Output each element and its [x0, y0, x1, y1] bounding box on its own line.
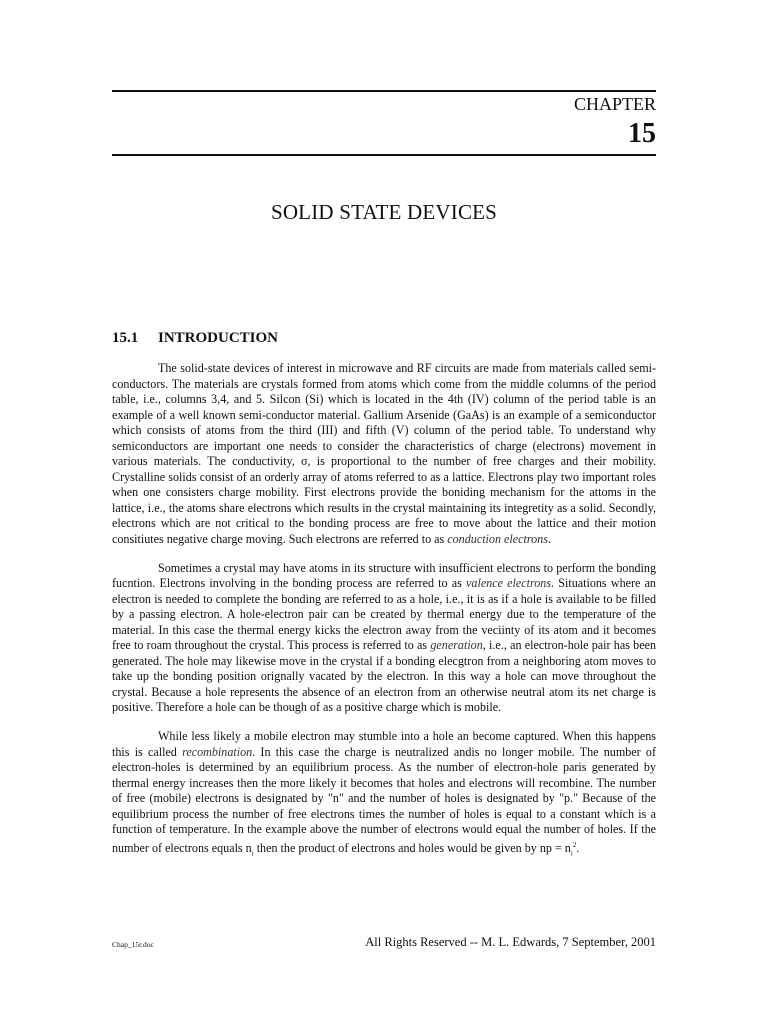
- section-heading: [112, 330, 278, 347]
- defined-term: recombination: [182, 744, 253, 759]
- defined-term: conduction electrons: [447, 531, 548, 546]
- section-number: 15.1: [112, 330, 139, 346]
- paragraph: [112, 361, 656, 547]
- footer-filename: Chap_15r.doc: [112, 940, 154, 949]
- text-run: .: [547, 531, 551, 546]
- header-rule: [112, 154, 656, 156]
- paragraph: [112, 729, 656, 861]
- chapter-number: 15: [628, 118, 656, 149]
- body-text: [112, 361, 656, 875]
- text-run: Sometimes a crystal may have atoms in its structure with insufficient electrons to perform the bonding fucntion. Electrons involving in the bonding process are referred to as: [112, 560, 656, 590]
- text-run: . Situations where an electron is needed to complete the bonding are referred to as a hole, i.e., it is as if a hole is available to be filled by a passing electron. A hole-electron pair can be created by thermal energy due to the temperature of the material. In this case the thermal energy kicks the electron away from the veciinty of its atom and it becomes free to roam throughout the crystal. This process is referred to as: [112, 576, 656, 652]
- text-run: While less likely a mobile electron may stumble into a hole an become captured. When this happens this is called: [112, 729, 656, 759]
- text-run: The solid-state devices of interest in microwave and RF circuits are made from materials called semi-conductors. The materials are crystals formed from atoms which come from the middle columns of the period table, i.e., columns 3,4, and 5. Silcon (Si) which is located in the 4th (IV) column of the period table is an example of a well known semi-conductor material. Gallium Arsenide (GaAs) is an example of a semiconductor which consists of atoms from the third (III) and fifth (V) column of the period table. To understand why semiconductors are important one needs to consider the characteristics of charge (electrons) movement in various materials. The conductivity, σ, is proportional to the number of free charges and their mobility. Crystalline solids consist of an orderly array of atoms referred to as a lattice. Electrons play two important roles when one consisters charge mobility. First electrons provide the boniding mechanism for the attoms in the lattice, i.e., the atoms share electrons which results in the crystal maintaining its integretity as a solid. Secondly, electrons which are not critical to the bonding process are free to move about the lattice and their motion consitiutes negative charge moving. Such electrons are referred to as: [112, 361, 656, 546]
- text-run: i: [570, 848, 573, 857]
- text-run: .: [576, 840, 580, 855]
- text-run: i: [251, 848, 254, 857]
- top-rule: [112, 90, 656, 92]
- chapter-title: SOLID STATE DEVICES: [270, 200, 498, 224]
- text-run: , i.e., an electron-hole pair has been generated. The hole may likewise move in the crystal if a bonding elecgtron from a neighboring atom moves to take up the bonding position orignally vacated by the electron. In this way a hole can move throughout the crystal. Because a hole represents the absence of an electron from an otherwise neutral atom its net charge is positive. Therefore a hole can be though of as a positive charge which is mobile.: [112, 638, 656, 714]
- footer-rights: All Rights Reserved -- M. L. Edwards, 7 September, 2001: [365, 935, 656, 949]
- paragraph: [112, 561, 656, 716]
- defined-term: generation: [430, 638, 483, 652]
- section-title: INTRODUCTION: [158, 330, 279, 346]
- chapter-label: CHAPTER: [573, 94, 656, 114]
- text-run: . In this case the charge is neutralized andis no longer mobile. The number of electron-holes is determined by an equilibrium process. As the number of electron-hole paris generated by thermal energy increases then the more likely it becomes that holes and electrons will recombine. The number of free (mobile) electrons is designated by "n" and the number of holes is designated by "p." Because of the equilibrium process the number of free electrons times the number of holes is equal to a constant which is a function of temperature. In the example above the number of electrons would equal the number of holes. If the number of electrons equals n: [112, 744, 656, 855]
- defined-term: valence electrons: [466, 576, 552, 590]
- text-run: 2: [572, 840, 577, 849]
- text-run: then the product of electrons and holes would be given by np = n: [253, 840, 571, 855]
